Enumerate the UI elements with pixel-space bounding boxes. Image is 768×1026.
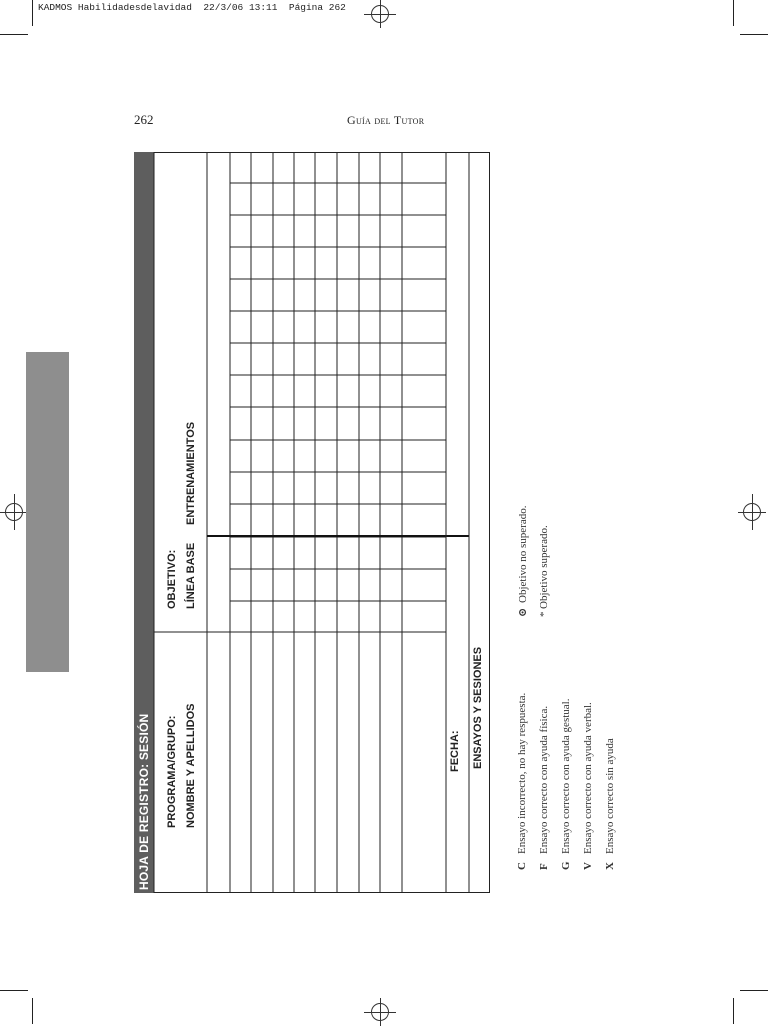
slug-date: 22/3/06 13:11	[203, 2, 278, 13]
legend-code: C	[516, 862, 528, 870]
baseline-label: LÍNEA BASE	[185, 542, 197, 609]
trials-label: ENSAYOS Y SESIONES	[472, 646, 484, 769]
slug-page: Página 262	[288, 2, 346, 13]
legend-text: Ensayo incorrecto, no hay respuesta.	[516, 692, 528, 854]
crop-mark-top-right-v	[733, 0, 734, 26]
legend-item-v	[582, 702, 594, 870]
crop-mark-top-left-h	[0, 34, 28, 35]
legend-text: Objetivo superado.	[538, 525, 550, 609]
printer-slug	[38, 2, 346, 13]
slug-file: KADMOS Habilidadesdelavidad	[38, 2, 192, 13]
registration-mark-left	[4, 502, 24, 522]
form-title: HOJA DE REGISTRO: SESIÓN	[137, 713, 151, 890]
asterisk-icon: *	[538, 611, 550, 617]
legend-item-f	[538, 706, 550, 870]
running-head: Guía del Tutor	[347, 113, 425, 127]
session-row-lines	[230, 183, 446, 601]
crop-mark-top-right-h	[740, 34, 768, 35]
crop-mark-bottom-left-h	[0, 990, 28, 991]
legend-text: Ensayo correcto sin ayuda	[604, 738, 616, 854]
legend-code: X	[604, 862, 616, 870]
registration-mark-top	[370, 4, 390, 24]
legend-item-c	[516, 693, 528, 870]
data-column-lines	[207, 152, 402, 893]
legend-item-g	[560, 699, 572, 870]
program-label: PROGRAMA/GRUPO:	[166, 715, 178, 828]
legend-item-not-passed	[516, 506, 529, 617]
registration-mark-right	[742, 502, 762, 522]
names-label: NOMBRE Y APELLIDOS	[185, 703, 197, 828]
table-border	[154, 153, 490, 893]
crop-mark-bottom-right-v	[733, 998, 734, 1024]
crop-mark-bottom-right-h	[740, 990, 768, 991]
target-icon: ⊙	[517, 607, 529, 617]
record-sheet	[134, 152, 490, 893]
legend-code: F	[538, 863, 550, 870]
legend-text: Ensayo correcto con ayuda gestual.	[560, 698, 572, 854]
legend-code: G	[560, 861, 572, 870]
page-number: 262	[134, 112, 154, 127]
legend-text: Ensayo correcto con ayuda física.	[538, 705, 550, 854]
date-label: FECHA:	[449, 730, 461, 772]
training-label: ENTRENAMIENTOS	[185, 421, 197, 525]
legend-text: Ensayo correcto con ayuda verbal.	[582, 702, 594, 854]
objective-label: OBJETIVO:	[166, 549, 178, 609]
crop-mark-bottom-left-v	[32, 998, 33, 1024]
legend-item-x	[604, 738, 616, 870]
registration-mark-bottom	[370, 1002, 390, 1022]
legend-item-passed	[538, 525, 550, 617]
chapter-tab	[26, 352, 69, 672]
legend-code: V	[582, 862, 594, 870]
crop-mark-top-left-v	[32, 0, 33, 26]
legend-text: Objetivo no superado.	[517, 505, 529, 603]
